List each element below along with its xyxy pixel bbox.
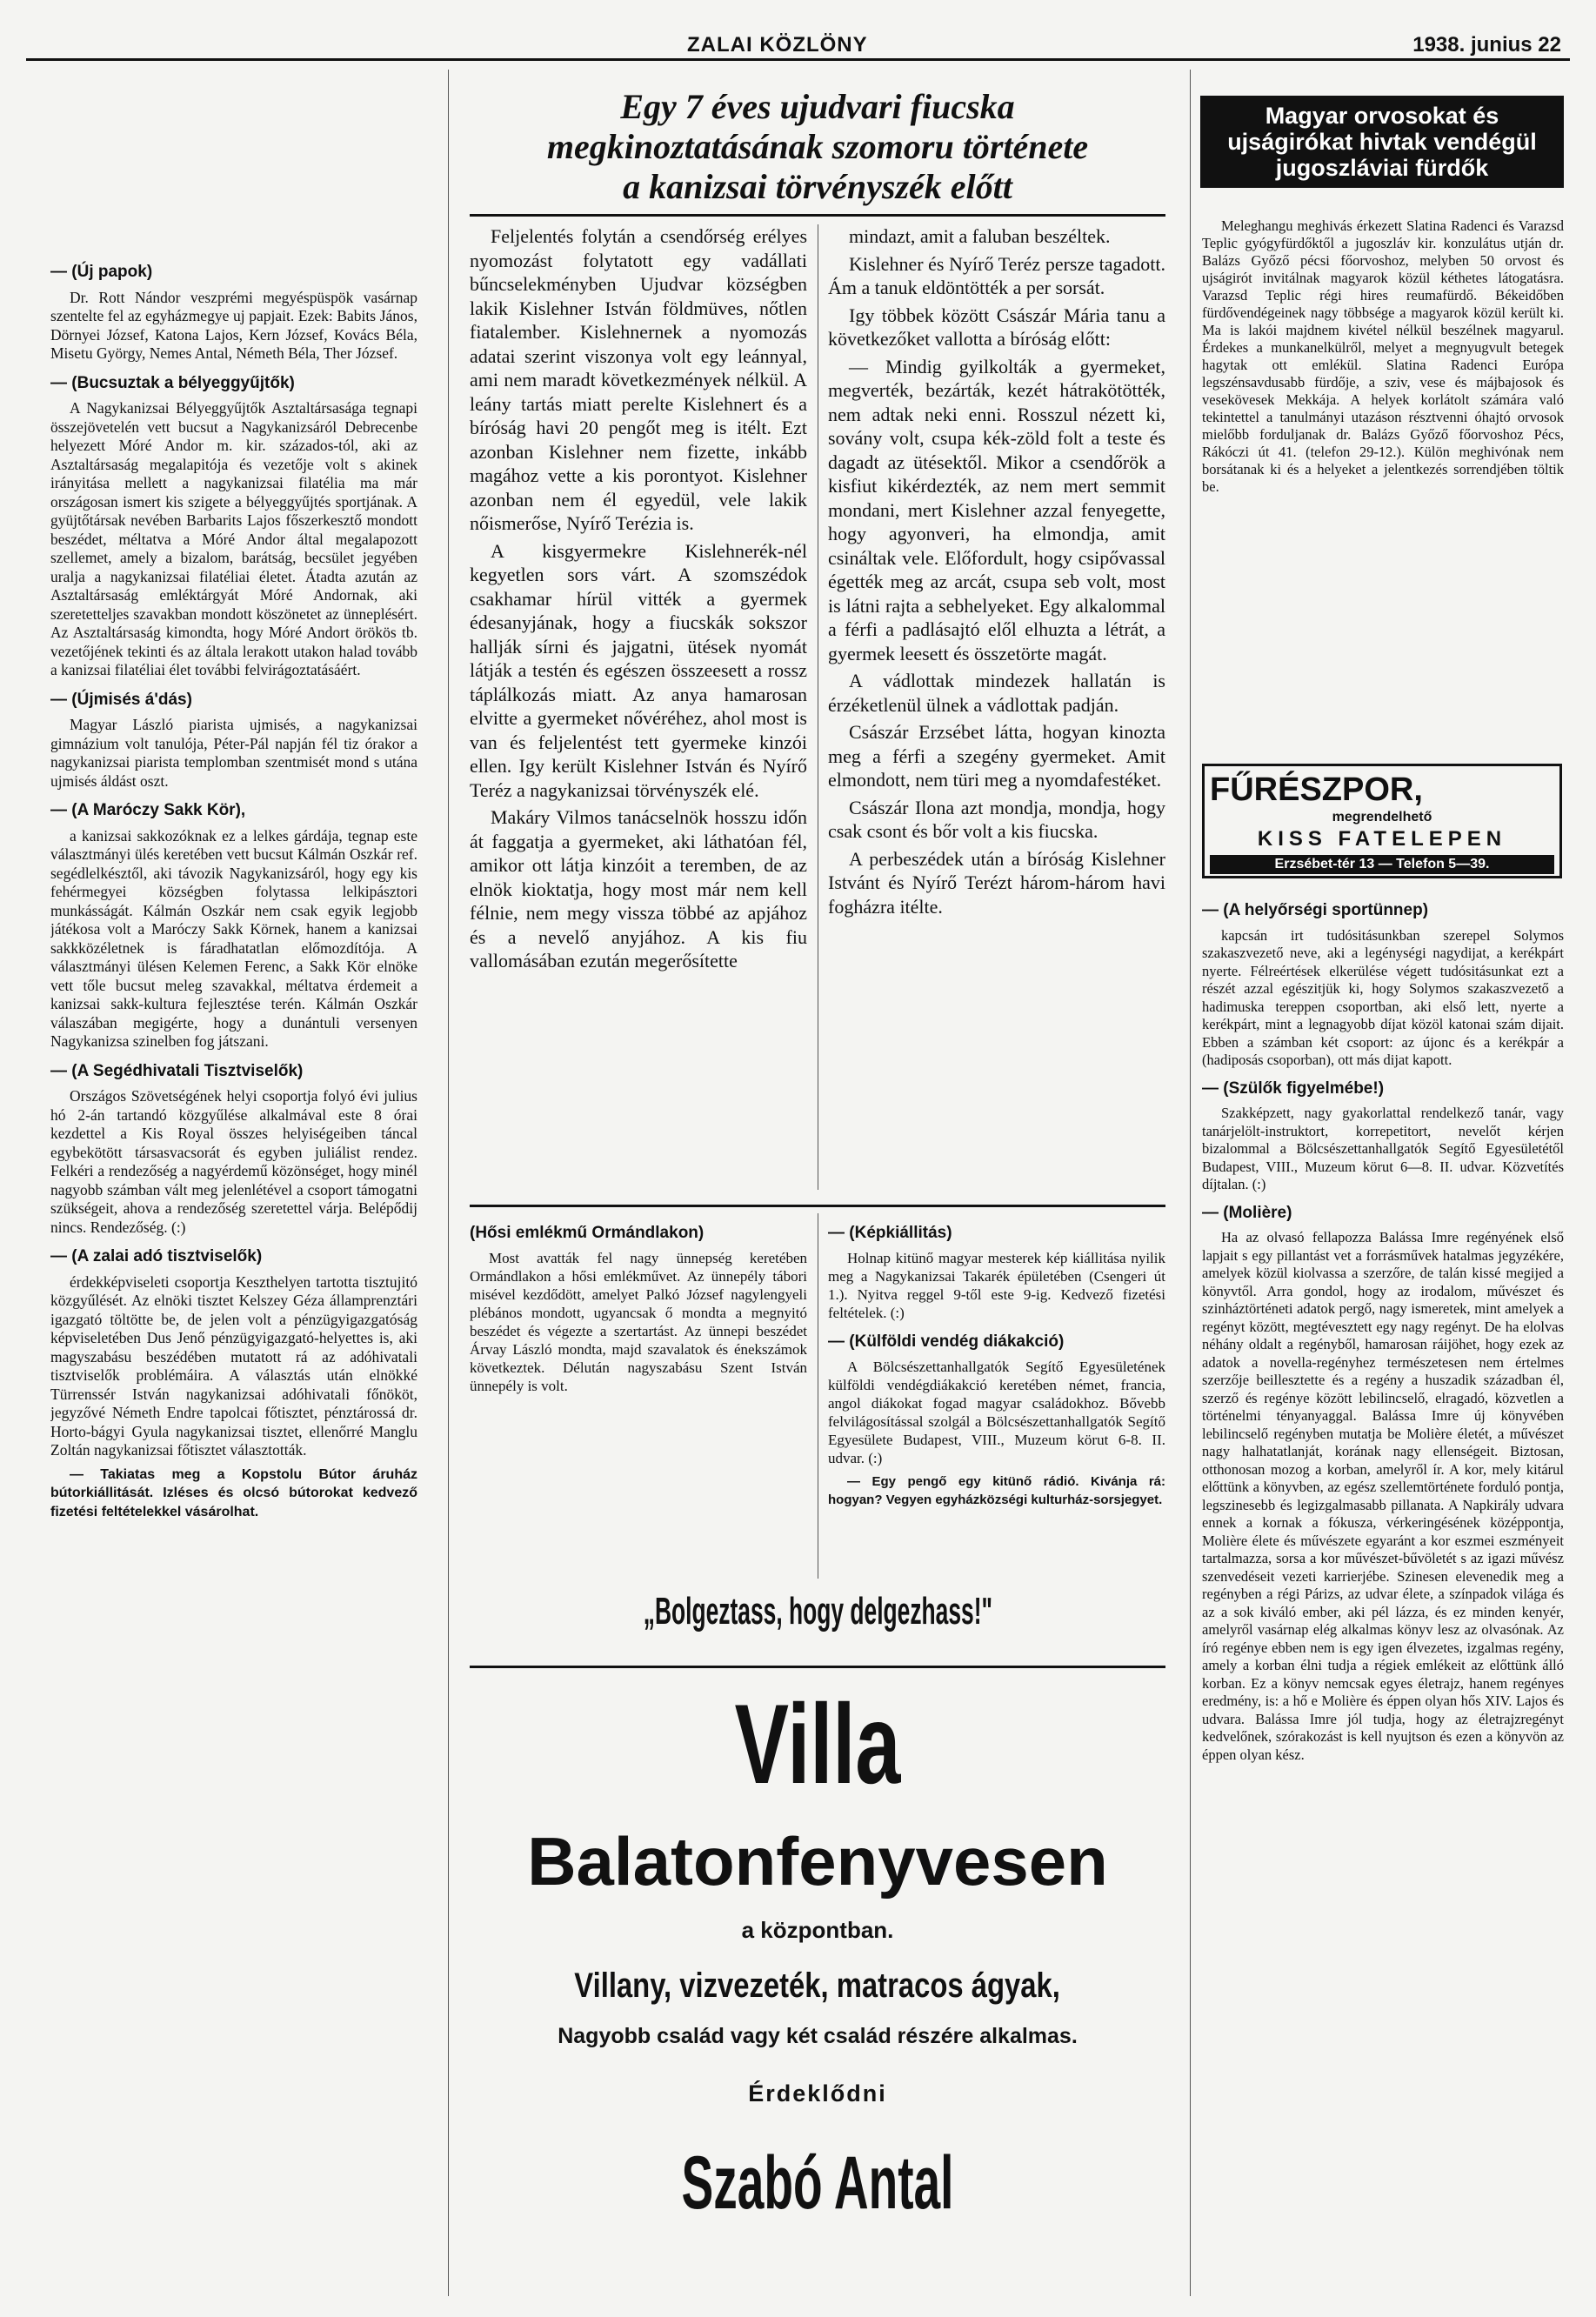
- news-item: [50, 1247, 417, 1460]
- mid-news-left: [470, 1213, 807, 1579]
- feature-paragraph: Császár Ilona azt mondja, mondja, hogy csak csont és bőr volt a kis fiucska.: [828, 796, 1165, 842]
- feature-title-line: Egy 7 éves ujudvari fiucska: [620, 87, 1015, 126]
- masthead: [26, 33, 1570, 61]
- feature-paragraph: Feljelentés folytán a csendőrség erélyes nyomozást folytatott egy vadállati bűncselekményben Ujudvar községben lakik Kislehner István földmüves, nőtlen fiatalember. Kislehnernek a nyomozás adatai szerint viszonya volt egy leánnyal, ami nem maradt következmények nélkül. A leány tartás miatt perelte Kislehnert és a bíróság havi 20 pengőt meg is itélt. Ezt azonban Kislehner nem fizette, inkább magához vette a kis porontyot. Kislehner azonban nem él egyedül, vele lakik nőismerőse, Nyírő Terézia is.: [470, 225, 807, 534]
- ad-line-place: Balatonfenyvesen: [527, 1823, 1108, 1900]
- news-headline: — (Újmisés á'dás): [50, 690, 192, 709]
- issue-date: 1938. junius 22: [1412, 33, 1561, 57]
- column-divider: [448, 70, 449, 2296]
- news-item: [50, 1466, 417, 1522]
- news-column-left: [50, 252, 417, 2292]
- news-item: [50, 374, 417, 680]
- news-item: [50, 263, 417, 364]
- news-headline: — (Külföldi vendég diákakció): [828, 1332, 1065, 1351]
- news-body: Ha az olvasó fellapozza Balássa Imre regényének első lapjait s egy pillantást vet a forrásművek hatalmas jegyzékére, amelyek közül kiolvassa a szerzőre, de talán kissé megijed a könyvtől. Arra gondol, hogy az irodalom, művészet és szinháztörténeti adatok pergő, nagy ismeretek, mint amelyek a regényt között, megtévesztett egy nagy regényt. De ha elolvas néhány oldalt a regényből, hamarosan ráijöhet, hogy ezek az adatok a novella-regényhez természetesen nem értelmes szerzője beillesztette és a regény a huszadik században él, szerző és regénye között lebilincselő, elragadó, közvetlen a történelmi tényanyaggal. Balássa Imre új könyvében lebilincselő regényben mutatja be Molière életét, a művészet nagy halhatatlanját, korának nagy ellenségeit. Biztosan, otthonosan mozog a korban, amelyről ír. A kor, mely kitárul előttünk a könyvben, az egész szellemtörténete forduló pontja, legszinesebb és legizgalmasabb pillanata. A Napkirály udvara ennek a kornak a fókusza, vérkeringésének középpontja, Molière élete és művészete egyaránt a kor eszmei eszményeit tartalmazza, sorsa a kor művészet-bűvöletét s az igazi művész szenvedéseit vezeti karrierjébe. Szinesen elevenedik meg a regényben a régi Párizs, az udvar élete, a színpadok világa és az a sok kiváló ember, aki pél lázza, és ez minden kenyér, amelyről vasárnap elég alkalmas könyv lesz az olvasónak. Az író regénye ebben nem is egy igen élvezetes, izgalmas regény, amely a korban élni tudja a régiek emlékeit az előttünk álló korban. Ez a könyv nemcsak egyes életrajz, hanem regényes eredmény, is: a hő e Molière és éppen olyan hős XIV. Lajos és udvara. Balássa Imre jól tudja, hogy az életrajzregényt kedvelőnek, szórakozást is kell nyujtson és ezen a könyvön az éppen olyan kész.: [1202, 1229, 1564, 1763]
- news-body: — Egy pengő egy kitünő rádió. Kivánja rá: hogyan? Vegyen egyházközségi kulturház-sorsjegyet.: [828, 1474, 1165, 1507]
- news-body: érdekképviseleti csoportja Keszthelyen tartotta tisztujitó közgyűlését. Az elnöki tisztet Kelszey Géza államprenztári igazgató töltötte be, de jelen volt a pénzügyigazgatóság képviseletében Dus Jenő pénzügyigazgató-helyettes is, aki magyszabásu beszédében mutatott rá az adóhivatali tisztviselők problémáira. A választás után elnökké Türrenssér István nagykanizsai adóhivatali főnököt, jegyzővé Németh Endre tapolcai főtisztet, pénztárossá dr. Horto-bágyi Gyula nagykanizsai tisztet, ellenőrré Manglu Zoltán nagykanizsai főtisztet választották.: [50, 1272, 417, 1459]
- news-body: Országos Szövetségének helyi csoportja folyó évi julius hó 2-án tartandó közgyűlése alkalmával este 8 órai kezdettel a Kis Royal összes helyiségeiben táncal egybekötött társasvacsorát és egyben juliálist rendez. Felkéri a rendezőség a nagyérdemű közönséget, hogy minél nagyobb számban vált meg jelenlétével a csoport támogatni szükségeit, ahova a rendezőség szeretettel várja. Belépődij nincs. Rendezőség. (:): [50, 1087, 417, 1236]
- feature-bottom-rule: [470, 1205, 1165, 1207]
- ad-firm: KISS FATELEPEN: [1257, 827, 1507, 851]
- feature-title-rule: [470, 214, 1165, 217]
- news-body: kapcsán irt tudósitásunkban szerepel Solymos szakaszvezető neve, aki a legénységi nagydijat, a kerékpárt nyerte. Félreértések elkerülése végett tudósitásunkat ezt a részét azzal egészitjük ki, hogy Solymos szakaszvezető a hadimuska tereppen csoportban, aki első lett, nyerte a kerékpárt, mint a legnagyobb díjat közöl katonai szám dijait. Ebben a számban két csoport: az újonc és a kerékpár a (hadiposás csoporban), ott más dijat kapott.: [1202, 926, 1564, 1068]
- news-headline: — (Bucsuztak a bélyeggyűjtők): [50, 373, 295, 392]
- news-item: [50, 691, 417, 791]
- feature-paragraph: — Mindig gyilkolták a gyermeket, megverték, bezárták, kezét hátrakötötték, nem adtak neki enni. Rosszul nézett ki, sovány volt, csupa kék-zöld folt a teste és dagadt az ütésektől. Mikor a csendőrök a kisfiut kikérdezték, az nem mert semmit mondani, mert Kislehner azzal fenyegette, hogy agyonveri, ha elmondja, amit csináltak vele. Előfordult, hogy csipővassal égették meg az arcát, csupa seb volt, most is látni rajta a sebhelyeket. Egy alkalommal a férfi a padlásajtó elől elhuzta a létrát, a gyermek leesett és összetörte magát.: [828, 355, 1165, 664]
- ad-address: Erzsébet-tér 13 — Telefon 5—39.: [1210, 855, 1554, 874]
- news-headline: — (Képkiállitás): [828, 1224, 952, 1242]
- slogan-rule: [470, 1666, 1165, 1668]
- feature-title-line: a kanizsai törvényszék előtt: [623, 167, 1012, 206]
- ad-line-suitable: Nagyobb család vagy két család részére alkalmas.: [558, 2024, 1078, 2048]
- feature-column-a: [470, 224, 807, 1190]
- news-body: Holnap kitünő magyar mesterek kép kiállitása nyilik meg a Nagykanizsai Takarék épületében (Csengeri út 1.). Nyitva reggel 9-től este 9-ig. Kedvező fizetési feltételek. (:): [828, 1250, 1165, 1321]
- ad-line-shop: Szabó Antal: [681, 2141, 954, 2225]
- news-body: a kanizsai sakkozóknak ez a lelkes gárdája, tegnap este választmányi ülés keretében vett bucsut Kálmán Oszkár ref. segédlelkésztől, aki távozik Nagykanizsáról, hogy egy kis fehérmegyei községben folytassa lelkipásztori munkásságát. Kálmán Oszkár nem csak egyik legjobb játékosa volt a Maróczy Sakk Körnek, hanem a kanizsai sakkközéletnek is fáradhatatlan előmozdítója. A választmányi ülésen Kelemen Ferenc, a Sakk Kör elnöke vett tőle bucsut meleg szavakkal, méltatva érdemeit a kanizsai sakk-kultura fejlesztése terén. Kálmán Oszkár válaszában megigérte, hogy a dunántuli versenyen Nagykanizsa szinelben fog játszani.: [50, 826, 417, 1050]
- feature-paragraph: A perbeszédek után a bíróság Kislehner Istvánt és Nyírő Terézt három-három havi fogházra itélte.: [828, 847, 1165, 918]
- news-item: [50, 1062, 417, 1238]
- feature-paragraph: mindazt, amit a faluban beszéltek.: [849, 225, 1111, 247]
- ad-line-center: a központban.: [741, 1917, 894, 1943]
- feature-paragraph: Igy többek között Császár Mária tanu a következőket vallotta a bíróság előtt:: [828, 304, 1165, 350]
- news-body: Magyar László piarista ujmisés, a nagykanizsai gimnázium volt tanulója, Péter-Pál napján fél tiz órakor a nagykanizsai piarista templomban szentmisét mond s utána ujmisés áldást oszt.: [50, 716, 417, 790]
- col4-headline: Magyar orvosokat és ujságirókat hivtak vendégül jugoszláviai fürdők: [1200, 96, 1564, 188]
- ad-sub: megrendelhető: [1332, 810, 1432, 825]
- feature-paragraph: A vádlottak mindezek hallatán is érzéketlenül ülnek a vádlottak padján.: [828, 670, 1165, 716]
- news-body: A Bölcsészettanhallgatók Segítő Egyesületének külföldi vendégdiákakció keretében német, francia, angol diákokat fogad magyar családokhoz. Bővebb felvilágosítással szolgál a Bölcsészettanhallgatók Segítő Egyesülete Budapest, VIII., Muzeum körut 6-8. II. udvar. (:): [828, 1359, 1165, 1466]
- slogan: [470, 1590, 1165, 1633]
- mid-news-right: [828, 1213, 1165, 1579]
- ad-line-inquire: Érdeklődni: [748, 2080, 887, 2107]
- ad-line-amenities: Villany, vizvezeték, matracos ágyak,: [574, 1966, 1061, 2005]
- news-item: [50, 801, 417, 1052]
- news-body: Meleghangu meghivás érkezett Slatina Radenci és Varazsd Teplic gyógyfürdőktől a jugoszláv kir. konzulátus utján dr. Balázs Győző pécsi főorvoshoz, melyben 50 orvost és ujságirót invitálnak magyarok közül kéthetes látogatásra. Varazsd Teplic régi hires reumafürdő. Békeidőben fürdővendégeinek nagy többsége a magyarok közül került ki. Ma is lakói majdnem kivétel nélkül beszélnek magyarul. Érdekes a munkanelkülről, melyet a megnyugvult betegek hagytak ott emlékül. Slatina Radenci Európa legszénsavdusabb fürdője, a sziv, vese és májbajosok és vesekövesek Mekkája. A helyek korlátolt számára való tekintettel a tanulmányi utazáson résztvenni óhajtó orvosok mielőbb forduljanak dr. Balázs Győző főorvoshoz Pécs, Rákóczi út 41. (telefon 29-12.). Külön meghivónak nem borsátanak ki és a helyeket a jelentkezés sorrendjében töltik be.: [1202, 217, 1564, 495]
- feature-paragraph: Makáry Vilmos tanácselnök hosszu időn át faggatja a gyermeket, aki láthatóan fél, amikor ott látja kinzóit a teremben, de az elnök kioktatja, hogy most már nem kell félnie, nem megy vissza többé az apjához és a nevelő anyjához. A kis fiu vallomásában ezután megerősítette: [470, 806, 807, 972]
- column-divider: [1190, 70, 1191, 2296]
- news-headline: — (Új papok): [50, 263, 153, 281]
- news-headline: — (Szülők figyelmébe!): [1202, 1078, 1385, 1098]
- news-body: A Nagykanizsai Bélyeggyűjtők Asztaltársasága tegnapi összejövetelén vett bucsut a Nagykanizsáról Debrecenbe helyezett Móré Andor m. kir. százados-tól, aki az Asztaltársaság megalapitója és vezetője volt s akinek irányitása mellett a nagykanizsai filatélia ma már országosan ismert kis szigete a bélyeggyűjtés sportjának. A gyüjtőtársak nevében Barbarits Lajos főszerkesztő mondott beszédet, méltatva a Móré Andor által megalapozott szellemet, amely a bizalom, barátság, becsület jegyében uralja a nagykanizsai filatéliai életet. Átadta azután az Asztaltársaság emléktárgyát Móré Andornak, aki szeretetteljes szavakban mondott köszönetet az ünneplésért. Az Asztaltársaság kimondta, hogy Móré Andort örökös tb. vezetőjének tekinti és az általa lerakott utakon halad tovább a kanizsai filatéliai élet további felvirágoztatásáért.: [50, 399, 417, 678]
- villa-advertisement: [470, 1674, 1165, 2300]
- feature-paragraph: A kisgyermekre Kislehnerék-nél kegyetlen sors várt. A szomszédok csakhamar hírül vitték a gyermek édesanyjának, hogy a fiucskák sokszor hallják sírni és jajgatni, ütések nyomát látják a testén és egészen összeesett a rossz táplálkozás miatt. Az anya hamarosan elvitte a gyermeket nővéréhez, ahol most is van és feljelentést tett gyermeke kinzói ellen. Igy került Kislehner István és Nyírő Teréz a nagykanizsai törvényszék elé.: [470, 539, 807, 801]
- news-headline: — (A Maróczy Sakk Kör),: [50, 801, 246, 819]
- feature-title-line: megkinoztatásának szomoru története: [546, 127, 1089, 166]
- news-headline: — (A helyőrségi sportünnep): [1202, 901, 1429, 919]
- news-body: Most avatták fel nagy ünnepség keretében Ormándlakon a hősi emlékművet. Az ünnepély tábori misével kezdődött, amelyet Palkó József nagylengyeli plébános mondott, ugyancsak ő mondta a megnyitó beszédet és végezte a szertartást. Az ünnepi beszédet Árvay László mondta, majd szavalatok és énekszámok következtek. Délután nagyszabásu Szent István ünnepély is volt.: [470, 1250, 807, 1394]
- feature-paragraph: Kislehner és Nyírő Teréz persze tagadott. Ám a tanuk eldöntötték a per sorsát.: [828, 252, 1165, 298]
- ad-line-villa: Villa: [734, 1680, 901, 1807]
- ad-title: FŰRÉSZPOR,: [1210, 771, 1423, 808]
- news-body: Dr. Rott Nándor veszprémi megyéspüspök vasárnap szentelte fel az egyházmegye uj papjait. Ezek: Babits János, Dörnyei József, Katona Lajos, Kern József, Kovács Béla, Misetu György, Nemes Antal, Németh Béla, Ther József.: [50, 288, 417, 362]
- col4-article: [1202, 217, 1564, 739]
- news-headline: — (A Segédhivatali Tisztviselők): [50, 1061, 304, 1080]
- sawdust-advertisement: [1202, 764, 1562, 878]
- col4-news: [1202, 891, 1564, 2292]
- feature-column-b: [828, 224, 1165, 1190]
- feature-title: [470, 87, 1165, 207]
- news-headline: (Hősi emlékmű Ormándlakon): [470, 1224, 705, 1242]
- feature-paragraph: Császár Erzsébet látta, hogyan kinozta meg a férfi a szegény gyermeket. Amit elmondott, nem türi meg a nyomdafestéket.: [828, 721, 1165, 791]
- news-headline: — (Molière): [1202, 1203, 1292, 1222]
- slogan-text: „Bolgeztass, hogy delgezhass!": [643, 1590, 992, 1633]
- news-body: — Takiatas meg a Kopstolu Bútor áruház bútorkiállitását. Izléses és olcsó bútorokat kedvező fizetési feltételekkel vásárolhat.: [50, 1466, 417, 1519]
- news-headline: — (A zalai adó tisztviselők): [50, 1247, 263, 1265]
- news-body: Szakképzett, nagy gyakorlattal rendelkező tanár, vagy tanárjelölt-instruktort, korrepetitort, nevelőt kérjen bizalommal a Bölcsészettanhallgatók Segítő Egyesületétől Budapest, VIII., Muzeum körut 6—8. II. udvar. Közvetítés díjtalan. (:): [1202, 1105, 1564, 1192]
- paper-name: ZALAI KÖZLÖNY: [687, 33, 868, 57]
